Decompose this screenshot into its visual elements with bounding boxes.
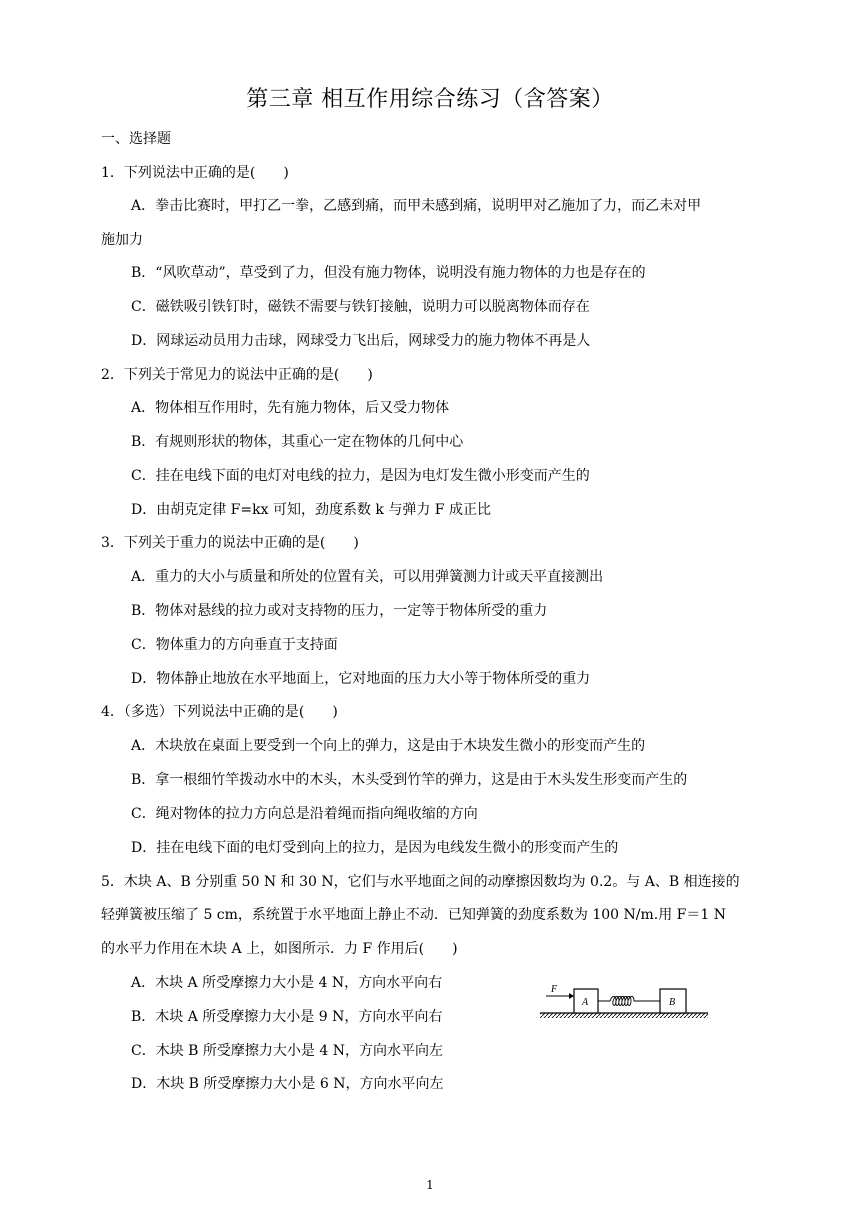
page-number: 1 [426,1178,434,1192]
block-b-label: B [669,997,676,1008]
q4-option-a: A．木块放在桌面上要受到一个向上的弹力，这是由于木块发生微小的形变而产生的 [131,738,646,754]
q3-option-a: A．重力的大小与质量和所处的位置有关，可以用弹簧测力计或天平直接测出 [131,569,604,585]
q3-option-b: B．物体对悬线的拉力或对支持物的压力，一定等于物体所受的重力 [131,603,548,619]
question-3-stem: 3．下列关于重力的说法中正确的是( ) [101,535,359,551]
q2-option-d: D．由胡克定律 F=kx 可知，劲度系数 k 与弹力 F 成正比 [131,502,491,518]
question-1-stem: 1．下列说法中正确的是( ) [101,165,289,181]
block-a-label: A [582,997,589,1008]
force-label: F [551,984,558,995]
q5-option-c: C．木块 B 所受摩擦力大小是 4 N，方向水平向左 [131,1043,443,1059]
force-arrowhead [569,993,574,999]
question-5-stem-line-2: 轻弹簧被压缩了 5 cm，系统置于水平地面上静止不动．已知弹簧的劲度系数为 100 N/m.用 F＝1 N [101,907,727,923]
question-5-stem-line-3: 的水平力作用在木块 A 上，如图所示．力 F 作用后( ) [101,941,458,957]
q2-option-b: B．有规则形状的物体，其重心一定在物体的几何中心 [131,434,464,450]
section-heading: 一、选择题 [101,131,171,147]
question-4-stem: 4．（多选）下列说法中正确的是( ) [101,704,338,720]
q5-option-a: A．木块 A 所受摩擦力大小是 4 N，方向水平向右 [131,975,443,991]
q4-option-b: B．拿一根细竹竿拨动水中的木头，木头受到竹竿的弹力，这是由于木头发生形变而产生的 [131,772,688,788]
q3-option-d: D．物体静止地放在水平地面上，它对地面的压力大小等于物体所受的重力 [131,671,591,687]
q1-option-b: B．“风吹草动”，草受到了力，但没有施力物体，说明没有施力物体的力也是存在的 [131,265,646,281]
q2-option-a: A．物体相互作用时，先有施力物体，后又受力物体 [131,400,450,416]
q5-option-d: D．木块 B 所受摩擦力大小是 6 N，方向水平向左 [131,1076,444,1092]
spring-blocks-figure [538,980,710,1022]
q1-option-a: A．拳击比赛时，甲打乙一拳，乙感到痛，而甲未感到痛，说明甲对乙施加了力，而乙未对甲 [131,198,702,214]
spring [598,997,660,1006]
question-5-stem-line-1: 5．木块 A、B 分别重 50 N 和 30 N，它们与水平地面之间的动摩擦因数均为 0.2。与 A、B 相连接的 [101,874,740,890]
q1-option-a-cont: 施加力 [101,232,143,248]
page-title: 第三章 相互作用综合练习（含答案） [246,87,614,112]
q1-option-d: D．网球运动员用力击球，网球受力飞出后，网球受力的施力物体不再是人 [131,333,591,349]
q4-option-c: C．绳对物体的拉力方向总是沿着绳而指向绳收缩的方向 [131,806,478,822]
ground-hatch [540,1013,708,1018]
q1-option-c: C．磁铁吸引铁钉时，磁铁不需要与铁钉接触，说明力可以脱离物体而存在 [131,299,590,315]
q5-option-b: B．木块 A 所受摩擦力大小是 9 N，方向水平向右 [131,1009,443,1025]
q2-option-c: C．挂在电线下面的电灯对电线的拉力，是因为电灯发生微小形变而产生的 [131,468,590,484]
q3-option-c: C．物体重力的方向垂直于支持面 [131,637,338,653]
question-2-stem: 2．下列关于常见力的说法中正确的是( ) [101,367,373,383]
q4-option-d: D．挂在电线下面的电灯受到向上的拉力，是因为电线发生微小的形变而产生的 [131,840,619,856]
